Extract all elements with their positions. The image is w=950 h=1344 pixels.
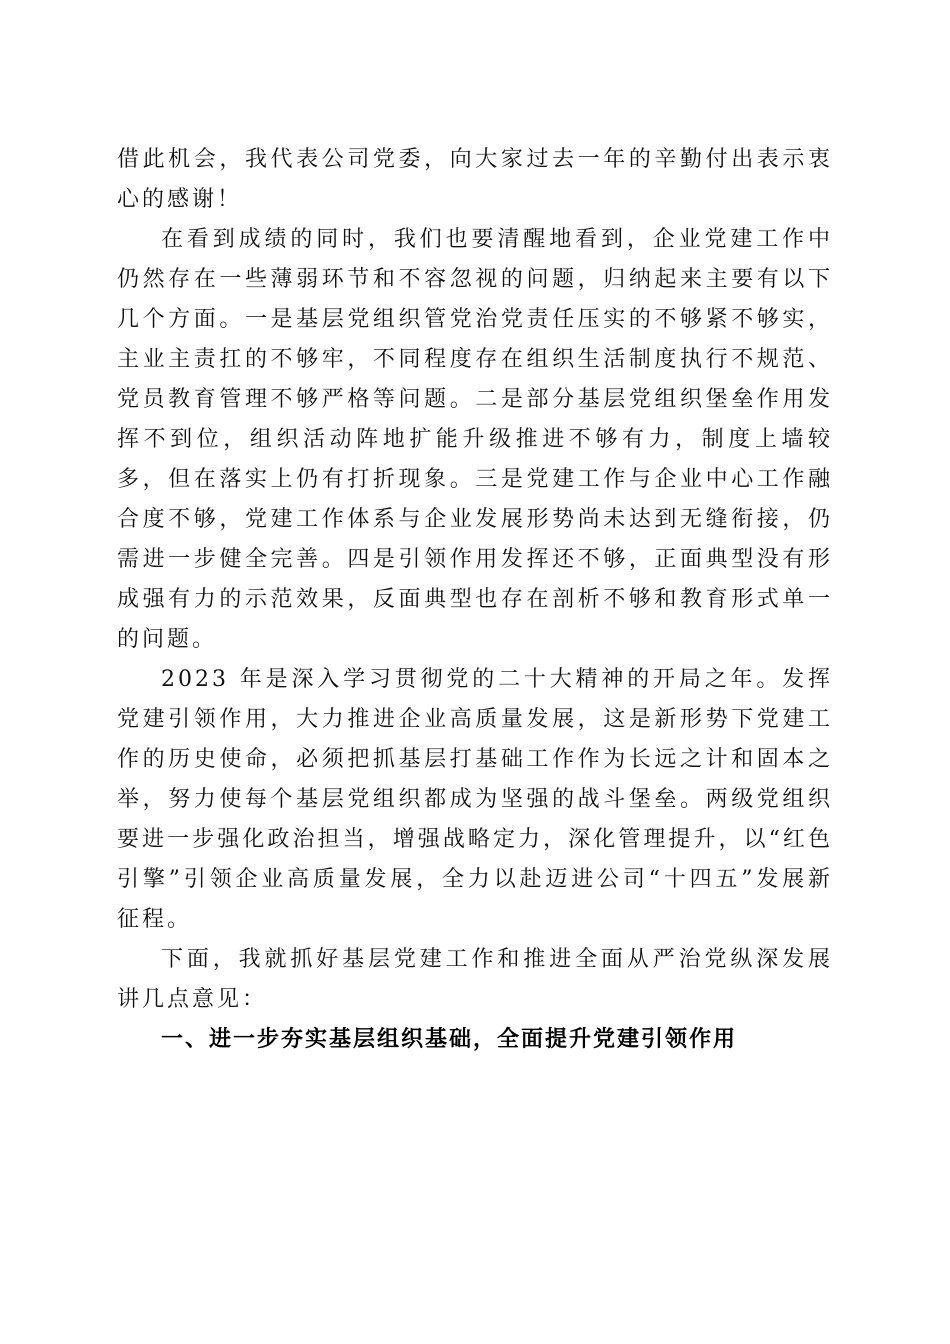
paragraph-problems: 在看到成绩的同时，我们也要清醒地看到，企业党建工作中仍然存在一些薄弱环节和不容忽视的问题，归纳起来主要有以下几个方面。一是基层党组织管党治党责任压实的不够紧不够实，主业主责扛的不够牢，不同程度存在组织生活制度执行不规范、党员教育管理不够严格等问题。二是部分基层党组织堡垒作用发挥不到位，组织活动阵地扩能升级推进不够有力，制度上墙较多，但在落实上仍有打折现象。三是党建工作与企业中心工作融合度不够，党建工作体系与企业发展形势尚未达到无缝衔接，仍需进一步健全完善。四是引领作用发挥还不够，正面典型没有形成强有力的示范效果，反面典型也存在剖析不够和教育形式单一的问题。 — [117, 227, 833, 652]
paragraph-thanks: 借此机会，我代表公司党委，向大家过去一年的辛勤付出表示衷心的感谢！ — [117, 147, 833, 212]
paragraph-2023: 2023 年是深入学习贯彻党的二十大精神的开局之年。发挥党建引领作用，大力推进企业高质量发展，这是新形势下党建工作的历史使命，必须把抓基层打基础工作作为长远之计和固本之举，努力使每个基层党组织都成为坚强的战斗堡垒。两级党组织要进一步强化政治担当，增强战略定力，深化管理提升，以“红色引擎”引领企业高质量发展，全力以赴迈进公司“十四五”发展新征程。 — [117, 667, 833, 932]
paragraph-intro-opinions: 下面，我就抓好基层党建工作和推进全面从严治党纵深发展讲几点意见： — [117, 947, 833, 1012]
document-body — [117, 140, 833, 1060]
section-heading-1: 一、进一步夯实基层组织基础，全面提升党建引领作用 — [161, 1027, 738, 1052]
